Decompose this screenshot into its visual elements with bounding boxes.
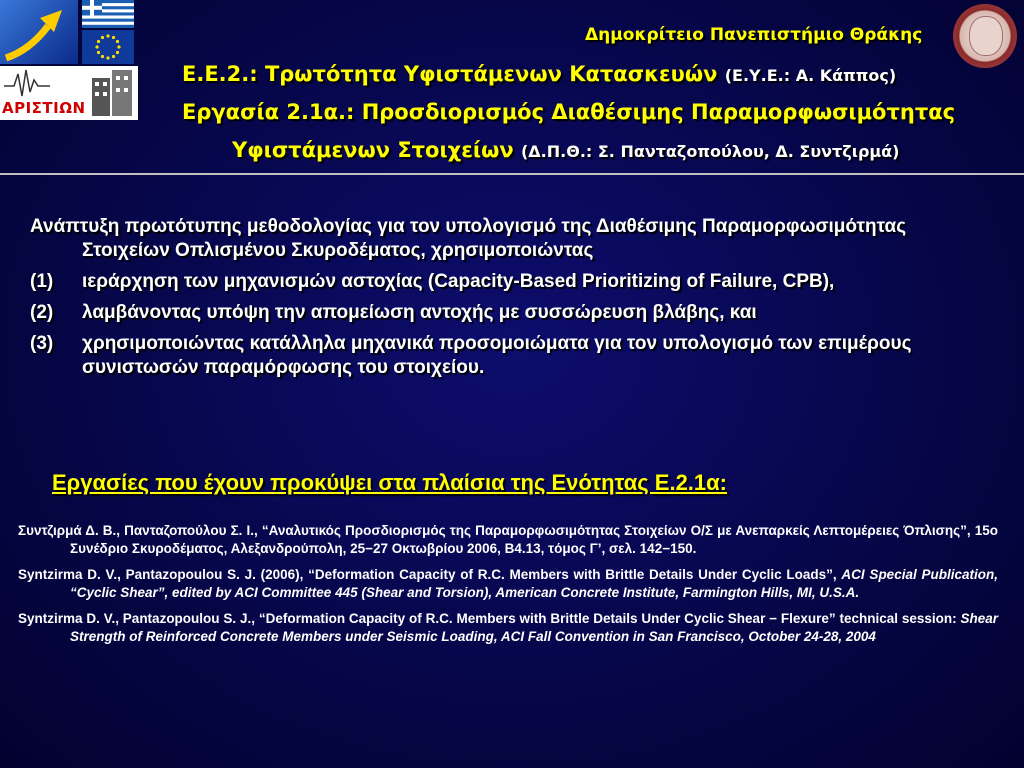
section-heading: Εργασίες που έχουν προκύψει στα πλαίσια της Ενότητας Ε.2.1α: <box>52 470 728 495</box>
project-title-sub: (Ε.Υ.Ε.: Α. Κάππος) <box>724 66 897 85</box>
project-title-main: Ε.Ε.2.: Τρωτότητα Υφιστάμενων Κατασκευών <box>182 62 718 86</box>
reference-text: Συντζιρμά Δ. Β., Πανταζοπούλου Σ. Ι., “Αναλυτικός Προσδιορισμός της Παραμορφωσιμότητας Στοιχείων Ο/Σ με Ανεπαρκείς Λεπτομέρειες Όπλισης”, 15ο Συνέδριο Σκυροδέματος, Αλεξανδρούπολη, 25−27 Οκτωβρίου 2006, Β4.13, τόμος Γ’, σελ. 142−150. <box>18 523 998 556</box>
university-seal-icon <box>953 4 1017 68</box>
references-list <box>18 522 998 654</box>
reference-italic: ACI Special Publication, “Cyclic Shear”, edited by ACI Committee 445 (Shear and Torsion), American Concrete Institute, Farmington Hills, MI, U.S.A. <box>70 567 998 600</box>
list-item <box>30 270 990 294</box>
university-name: Δημοκρίτειο Πανεπιστήμιο Θράκης <box>585 25 923 45</box>
list-item-number: (2) <box>30 302 54 323</box>
aristion-logo <box>0 66 138 120</box>
reference-text: Syntzirma D. V., Pantazopoulou S. J., “Deformation Capacity of R.C. Members with Brittle Details Under Cyclic Shear − Flexure” technical session: <box>18 611 961 626</box>
reference-text: Syntzirma D. V., Pantazopoulou S. J. (2006), “Deformation Capacity of R.C. Members with Brittle Details Under Cyclic Loads”, <box>18 567 842 582</box>
list-item-text: ιεράρχηση των μηχανισμών αστοχίας (Capacity-Based Prioritizing of Failure, CPB), <box>82 271 835 292</box>
reference-item <box>18 522 998 557</box>
task-title: Εργασία 2.1α.: Προσδιορισμός Διαθέσιμης Παραμορφωσιμότητας <box>182 100 956 124</box>
aristion-logo-text: ΑΡΙΣΤΙΩΝ <box>2 99 86 117</box>
upward-arrow-logo-icon <box>0 0 78 64</box>
seal-portrait <box>969 16 1003 56</box>
list-item-number: (3) <box>30 333 54 354</box>
list-item-text: χρησιμοποιώντας κατάλληλα μηχανικά προσομοιώματα για τον υπολογισμό των επιμέρους συνιστωσών παραμόρφωσης του στοιχείου. <box>82 333 912 378</box>
list-item <box>30 332 990 380</box>
reference-italic: Shear Strength of Reinforced Concrete Members under Seismic Loading, ACI Fall Convention in San Francisco, October 24-28, 2004 <box>70 611 998 644</box>
task-title-cont-sub: (Δ.Π.Θ.: Σ. Πανταζοπούλου, Δ. Συντζιρμά) <box>520 142 900 161</box>
task-title-cont-main: Υφιστάμενων Στοιχείων <box>232 138 514 162</box>
list-item-text: λαμβάνοντας υπόψη την απομείωση αντοχής με συσσώρευση βλάβης, και <box>82 302 757 323</box>
greek-flag-icon <box>82 0 134 28</box>
main-content <box>30 215 990 387</box>
intro-paragraph: Ανάπτυξη πρωτότυπης μεθοδολογίας για τον υπολογισμό της Διαθέσιμης Παραμορφωσιμότητας Στοιχείων Οπλισμένου Σκυροδέματος, χρησιμοποιώντας <box>30 216 907 261</box>
reference-item <box>18 610 998 645</box>
list-item-number: (1) <box>30 271 54 292</box>
task-title-cont <box>232 138 899 162</box>
list-item <box>30 301 990 325</box>
reference-item <box>18 566 998 601</box>
project-title <box>182 62 896 86</box>
eu-flag-icon <box>82 30 134 64</box>
header-divider <box>0 173 1024 175</box>
slide-header <box>0 0 1024 175</box>
